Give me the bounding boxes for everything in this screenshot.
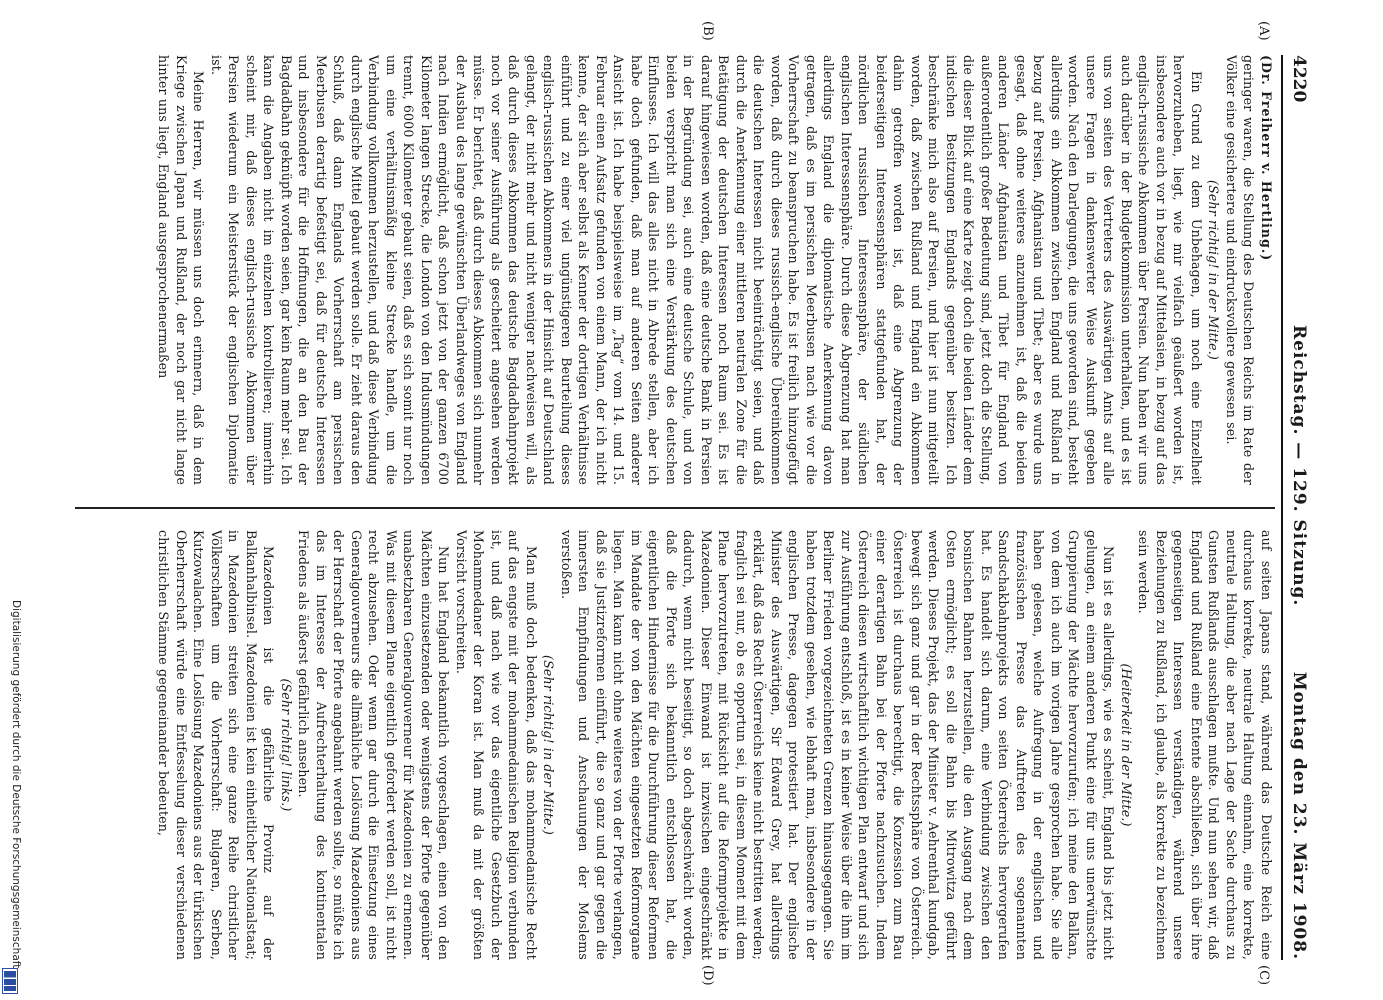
left-text-column [75,55,1275,485]
paragraph: Nun hat England bekanntlich vorgeschlagen, einen von den Mächten einzusetzenden oder wenigstens der Pforte gegenüber unabsetzbaren Generalgouverneur für Mazedonien zu ernennen. Was mit diesem Plane eigentlich gefordert werden soll, ist nicht recht abzusehen. Oder wenn gar durch die Einsetzung eines Generalgouverneurs die allmähliche Loslösung Mazedoniens aus der Herrschaft der Pforte angebahnt werden sollte, so müßte ich das im Interesse der Aufrechterhaltung des kontinentalen Friedens als äußerst gefährlich ansehen. [296,530,452,960]
interjection: (Sehr richtig! in der Mitte.) [1206,180,1222,360]
column-divider [75,507,1275,509]
paragraph: Man muß doch bedenken, daß das mohammedanische Recht auf das engste mit der mohammedanischen Religion verbunden ist, und daß nach wie vor das eigentliche Gesetzbuch der Mohammedaner der Koran ist. Man muß da mit der größten Vorsicht vorschreiten. [454,530,539,960]
dfg-logo-icon [2,968,18,994]
interjection: (Sehr richtig! in der Mitte.) [541,655,557,835]
interjection: (Heiterkeit in der Mitte.) [1119,663,1134,827]
margin-marker-b: (B) [700,21,715,41]
rotated-sheet [70,21,1315,986]
interjection: (Sehr richtig! links.) [279,678,294,812]
header-rule [1281,55,1283,960]
paragraph: Mazedonien ist die gefährliche Provinz auf der Balkanhalbinsel. Mazedonien ist kein einheitlicher Nationalstaat; in Mazedonien streiten sich eine ganze Reihe christlicher Völkerschaften um die Vorherrschaft: Bulgaren, Serben, Kutzowalachen. Eine Loslösung Mazedoniens aus der türkischen Oberherrschaft würde eine Entfesselung dieser verschiedenen christlichen Stämme gegeneinander bedeuten, [156,530,277,960]
paragraph: auf seiten Japans stand, während das Deutsche Reich eine durchaus korrekte, neutrale Haltung einnahm, eine korrekte, neutrale Haltung, die aber nach Lage der Sache durchaus zu Gunsten Rußlands ausschlagen mußte. Und nun sehen wir, daß England und Rußland eine Entente abschließen, sich über ihre gegenseitigen Interessen verständigen, während unsere Beziehungen zu Rußland, ich glaube, als korrekte zu bezeichnen sein werden. [1136,530,1274,960]
margin-marker-d: (D) [700,965,715,986]
paragraph: geringer waren, die Stellung des Deutschen Reichs im Rate der Völker eine gesichertere und eindrucksvollere gewesen sei. [1224,55,1257,485]
margin-marker-c: (C) [1256,965,1271,986]
page-number: 4220 [1289,55,1309,103]
paragraph: Nun ist es allerdings, wie es scheint, England bis jetzt nicht gelungen, an einem anderen Punkt eine für uns unerwünschte Gruppierung der Mächte hervorzurufen; ich meine den Balkan, von dem ich auch im vorigen Jahre gesprochen habe. Sie alle haben gelesen, welche Aufregung in der englischen und französischen Presse das Auftreten des sogenannten Sandschakbahnprojekts von seiten Österreichs hervorgerufen hat. Es handelt sich darum, eine Verbindung zwischen den bosnischen Bahnen herzustellen, die den Ausgang nach dem Osten ermöglicht; es soll die Bahn bis Mitrowitza geführt werden. Dieses Projekt, das der Minister v. Aehrenthal kundgab, bewegt sich ganz und gar in der Rechtssphäre von Österreich. Österreich ist durchaus berechtigt, die Konzession zum Bau einer derartigen Bahn bei der Pforte nachzusuchen. Indem Österreich diesen wirtschaftlich wichtigen Plan entwarf und sich zur Ausführung entschloß, ist es in keiner Weise über die ihm im Berliner Frieden vorgezeichneten Grenzen hinausgegangen. Sie haben trotzdem gesehen, wie lebhaft man, insbesondere in der englischen Presse, dagegen protestiert hat. Der englische Minister des Auswärtigen, Sir Edward Grey, hat allerdings erklärt, daß das Recht Österreichs keine nicht bestritten werden; fraglich sei nur, ob es opportun sei, in diesem Moment mit dem Plane hervorzutreten, mit Rücksicht auf die Reformprojekte in Mazedonien. Dieser Einwand ist inzwischen eingeschränkt dadurch, wenn nicht beseitigt, so doch abgeschwächt worden, daß die Pforte sich bekanntlich entschlossen hat, die eigentlichen Hindernisse für die Durchführung dieser Reformen im Mandate der von den Mächten eingesetzten Reformorgane liegen. Man kann nicht ohne weiteres von der Pforte verlangen, daß sie Justizreformen einführt, die so ganz und gar gegen die innersten Empfindungen und Anschauungen der Moslems verstoßen. [559,530,1117,960]
paragraph: Ein Grund zu dem Unbehagen, um noch eine Einzelheit hervorzuheben, liegt, wie mir vielfach geäußert worden ist, insbesondere auch vor in bezug auf Mittelasien, in bezug auf das englisch-russische Abkommen über Persien. Nun haben wir uns auch darüber in der Budgetkommission unterhalten, und es ist uns von seiten des Vertreters des Auswärtigen Amts auf alle unsere Fragen in dankenswerter Weise Auskunft gegeben worden. Nach den Darlegungen, die uns geworden sind, besteht allerdings ein Abkommen zwischen England und Rußland in bezug auf Persien, Afghanistan und Tibet; aber es wurde uns gesagt, daß ohne weiteres anzunehmen ist, daß die beiden anderen Länder Afghanistan und Tibet für England von außerordentlich großer Bedeutung sind, jetzt doch die Stellung, die dieser Blick auf eine Karte zeigt doch die beiden Länder dem indischen Besitzungen Englands gegenüber besitzen. Ich beschränke mich also auf Persien, und hier ist nun mitgeteilt worden, daß zwischen Rußland und England ein Abkommen dahin getroffen worden ist, daß eine Abgrenzung der beiderseitigen Interessensphären stattgefunden hat, der nördlichen russischen Interessensphäre, der südlichen englischen Interessensphäre. Durch diese Abgrenzung hat man allerdings England die diplomatische Anerkennung davon getragen, daß es im persischen Meerbusen nach wie vor die Vorherrschaft zu beanspruchen habe. Es ist freilich hinzugefügt worden, daß durch dieses russisch-englische Übereinkommen die deutschen Interessen nicht beeinträchtigt seien, und daß durch die Anerkennung einer mittleren neutralen Zone für die Betätigung der deutschen Interessen noch Raum sei. Es ist darauf hingewiesen worden, daß eine deutsche Bank in Persien in der Begründung sei, auch eine deutsche Schule, und von beiden verspricht man sich eine Verstärkung des deutschen Einflusses. Ich will das alles nicht in Abrede stellen, aber ich habe doch gefunden, daß man auf anderen Seiten anderer Ansicht ist. Ich habe beispielsweise im „Tag“ vom 14. und 15. Februar einen Aufsatz gefunden von einem Mann, der ich nicht kenne, der sich aber selbst als Kenner der dortigen Verhältnisse einführt und zu einer viel ungünstigeren Beurteilung dieses englisch-russischen Abkommens in der Hinsicht auf Deutschland gelangt, der nicht mehr und nicht weniger nachweisen will, als daß durch dieses Abkommen das deutsche Bagdadbahnprojekt noch vor seiner Ausführung als gescheitert angesehen werden müsse. Er berichtet, daß durch dieses Abkommen sich nunmehr der Ausbau des lange gewünschten Überlandweges von England nach Indien ermöglicht, daß schon jetzt von der ganzen 6700 Kilometer langen Strecke, die London von den Indusmündungen trennt, 6000 Kilometer gebaut seien, daß es sich somit nur noch um eine verhältnismäßig kleine Strecke handle, um die Verbindung vollkommen herzustellen, und daß diese Verbindung durch englische Mittel gebaut werden solle. Er zieht daraus den Schluß, daß dann Englands Vorherrschaft am persischen Meerbusen derartig befestigt sei, daß für deutsche Interessen und insbesondere für die Hoffnungen, die an den Bau der Bagdadbahn geknüpft worden seien, gar kein Raum mehr sei. Ich kann die Angaben nicht im einzelnen kontrollieren; immerhin scheint mir, daß dieses englisch-russische Abkommen über Persien wiederum ein Meisterstück der englischen Diplomatie ist. [209,55,1204,485]
paragraph: Meine Herren, wir müssen uns doch erinnern, daß in dem Kriege zwischen Japan und Rußland, der noch gar nicht lange hinter uns liegt, England ausgesprochenermaßen [156,55,207,485]
right-text-column [75,530,1275,960]
session-date: Montag den 23. März 1908. [1289,671,1309,960]
page-header [1281,55,1315,960]
margin-marker-a: (A) [1256,21,1271,41]
digitization-credit: Digitalisierung gefördert durch die Deutsche Forschungsgemeinschaft [10,600,22,969]
speaker-name: (Dr. Freiherr v. Hertling.) [1259,55,1274,262]
session-title: Reichstag. — 129. Sitzung. [1289,325,1309,607]
